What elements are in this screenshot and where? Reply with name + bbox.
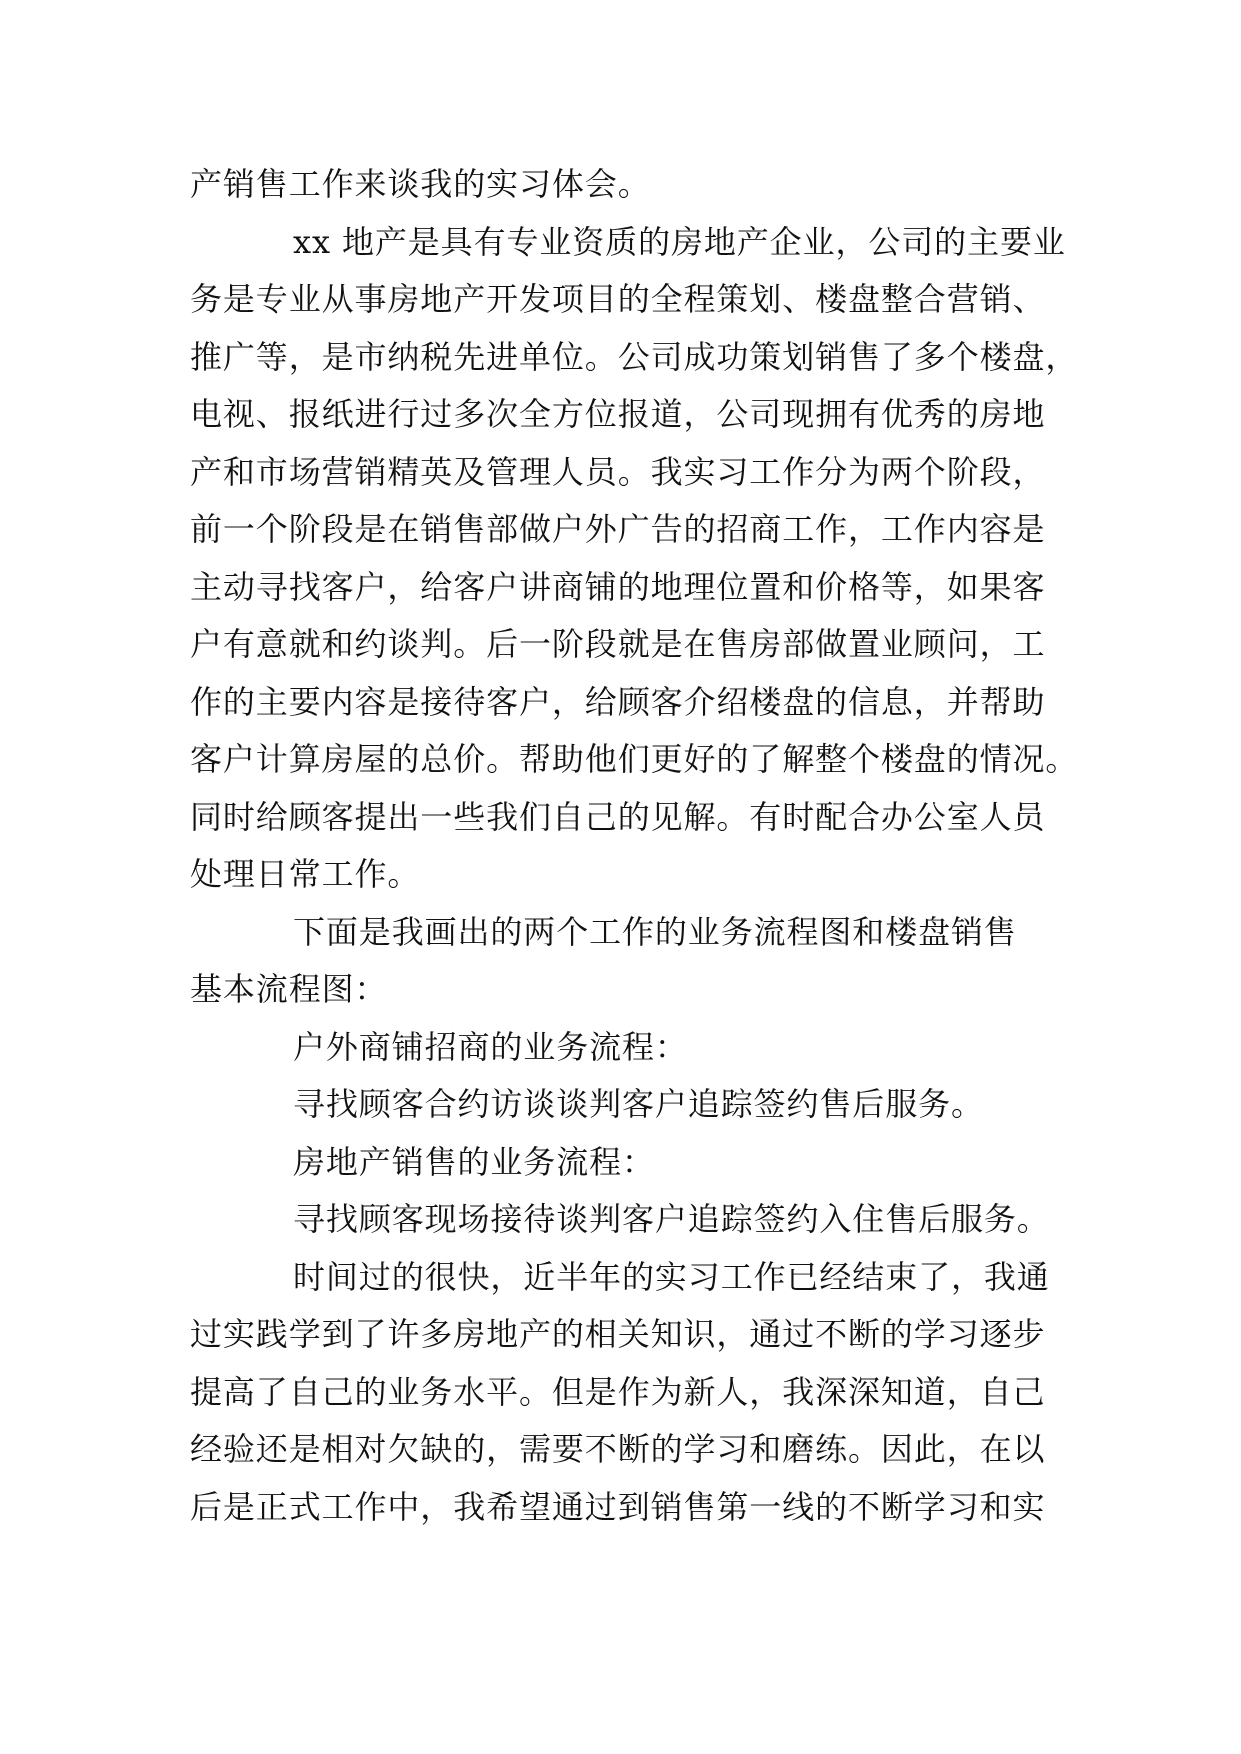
text-line: 提高了自己的业务水平。但是作为新人，我深深知道，自己	[190, 1372, 1046, 1411]
flow-heading: 房地产销售的业务流程：	[293, 1142, 655, 1181]
text-line: 同时给顾客提出一些我们自己的见解。有时配合办公室人员	[190, 797, 1046, 836]
paragraph-first-line: 下面是我画出的两个工作的业务流程图和楼盘销售	[293, 912, 1017, 951]
text-line: 客户计算房屋的总价。帮助他们更好的了解整个楼盘的情况。	[190, 740, 1079, 778]
text-line: 户有意就和约谈判。后一阶段就是在售房部做置业顾问，工	[190, 625, 1046, 663]
text-line: 过实践学到了许多房地产的相关知识，通过不断的学习逐步	[190, 1315, 1046, 1353]
flow-steps: 寻找顾客合约访谈谈判客户追踪签约售后服务。	[293, 1085, 984, 1123]
document-body	[190, 156, 1079, 1536]
text-line: 处理日常工作。	[190, 855, 421, 893]
text-line: 作的主要内容是接待客户，给顾客介绍楼盘的信息，并帮助	[190, 682, 1046, 721]
flow-steps: 寻找顾客现场接待谈判客户追踪签约入住售后服务。	[293, 1200, 1050, 1238]
text-line: 前一个阶段是在销售部做户外广告的招商工作，工作内容是	[190, 510, 1046, 548]
text-line: 推广等，是市纳税先进单位。公司成功策划销售了多个楼盘，	[190, 337, 1079, 376]
text-line: 后是正式工作中，我希望通过到销售第一线的不断学习和实	[190, 1487, 1046, 1526]
text-line: 经验还是相对欠缺的，需要不断的学习和磨练。因此，在以	[190, 1430, 1046, 1468]
paragraph-first-line: 时间过的很快，近半年的实习工作已经结束了，我通	[293, 1257, 1050, 1296]
text-line: 产和市场营销精英及管理人员。我实习工作分为两个阶段，	[190, 452, 1046, 491]
text-line: 产销售工作来谈我的实习体会。	[190, 165, 651, 203]
text-line: 电视、报纸进行过多次全方位报道，公司现拥有优秀的房地	[190, 395, 1046, 433]
text-line: 主动寻找客户，给客户讲商铺的地理位置和价格等，如果客	[190, 567, 1046, 606]
text-line: 务是专业从事房地产开发项目的全程策划、楼盘整合营销、	[190, 280, 1046, 318]
text-line: 基本流程图：	[190, 970, 388, 1008]
paragraph-first-line: xx 地产是具有专业资质的房地产企业，公司的主要业	[293, 222, 1066, 261]
flow-heading: 户外商铺招商的业务流程：	[293, 1027, 688, 1066]
